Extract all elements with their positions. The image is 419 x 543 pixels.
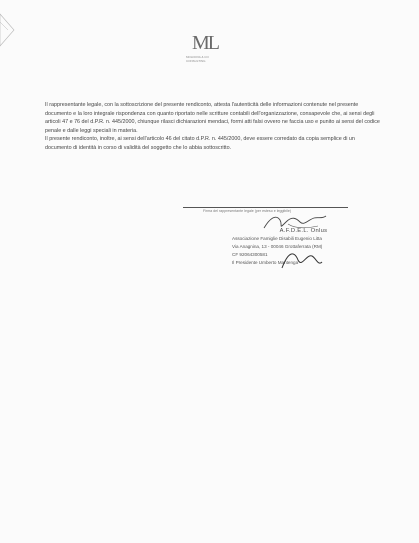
attestation-paragraph-1: Il rappresentante legale, con la sottoscrizione del presente rendiconto, attesta l'autenticità delle informazioni contenute nel presente documento e la loro integrale rispondenza con quanto riportato nelle scritture contabili dell'organizzazione, consapevole che, ai sensi degli articoli 47 e 76 del d.P.R. n. 445/2000, chiunque rilasci dichiarazioni mendaci, formi atti falsi ovvero ne faccia uso e punito ai sensi del codice penale e dalle leggi speciali in materia. <box>45 102 380 134</box>
logo-subtitle <box>186 56 209 63</box>
organization-line-1: Associazione Famiglie Disabili Eugenio Litta <box>232 236 322 241</box>
logo-subtitle-line1: MOLDOVA & CO <box>186 55 209 59</box>
stamp-signature-mark <box>276 248 326 274</box>
company-logo <box>186 32 236 72</box>
organization-line-2: Via Anagnina, 13 - 00046 Grottaferrata (RM) <box>232 244 323 249</box>
attestation-paragraph-2: Il presente rendiconto, inoltre, ai sensi dell'articolo 46 del citato d.P.R. n. 445/2000, deve essere corredato da copia semplice di un documento di identità in corso di validità del soggetto che lo abbia sottoscritto. <box>45 136 355 151</box>
logo-subtitle-line2: CONSULTING <box>186 58 206 63</box>
attestation-text <box>45 101 380 152</box>
organization-name: A.F.D.E.L. Onlus <box>279 228 328 234</box>
corner-fold-mark <box>0 0 22 60</box>
organization-line-3: CF 92064300581 <box>232 252 268 257</box>
signature-line <box>183 207 348 208</box>
organization-line-4: Il Presidente Umberto Mantenga <box>232 260 299 265</box>
signature-caption: Firma del rappresentante legale (per esteso e leggibile) <box>203 209 292 213</box>
logo-letters: ML <box>192 32 218 54</box>
